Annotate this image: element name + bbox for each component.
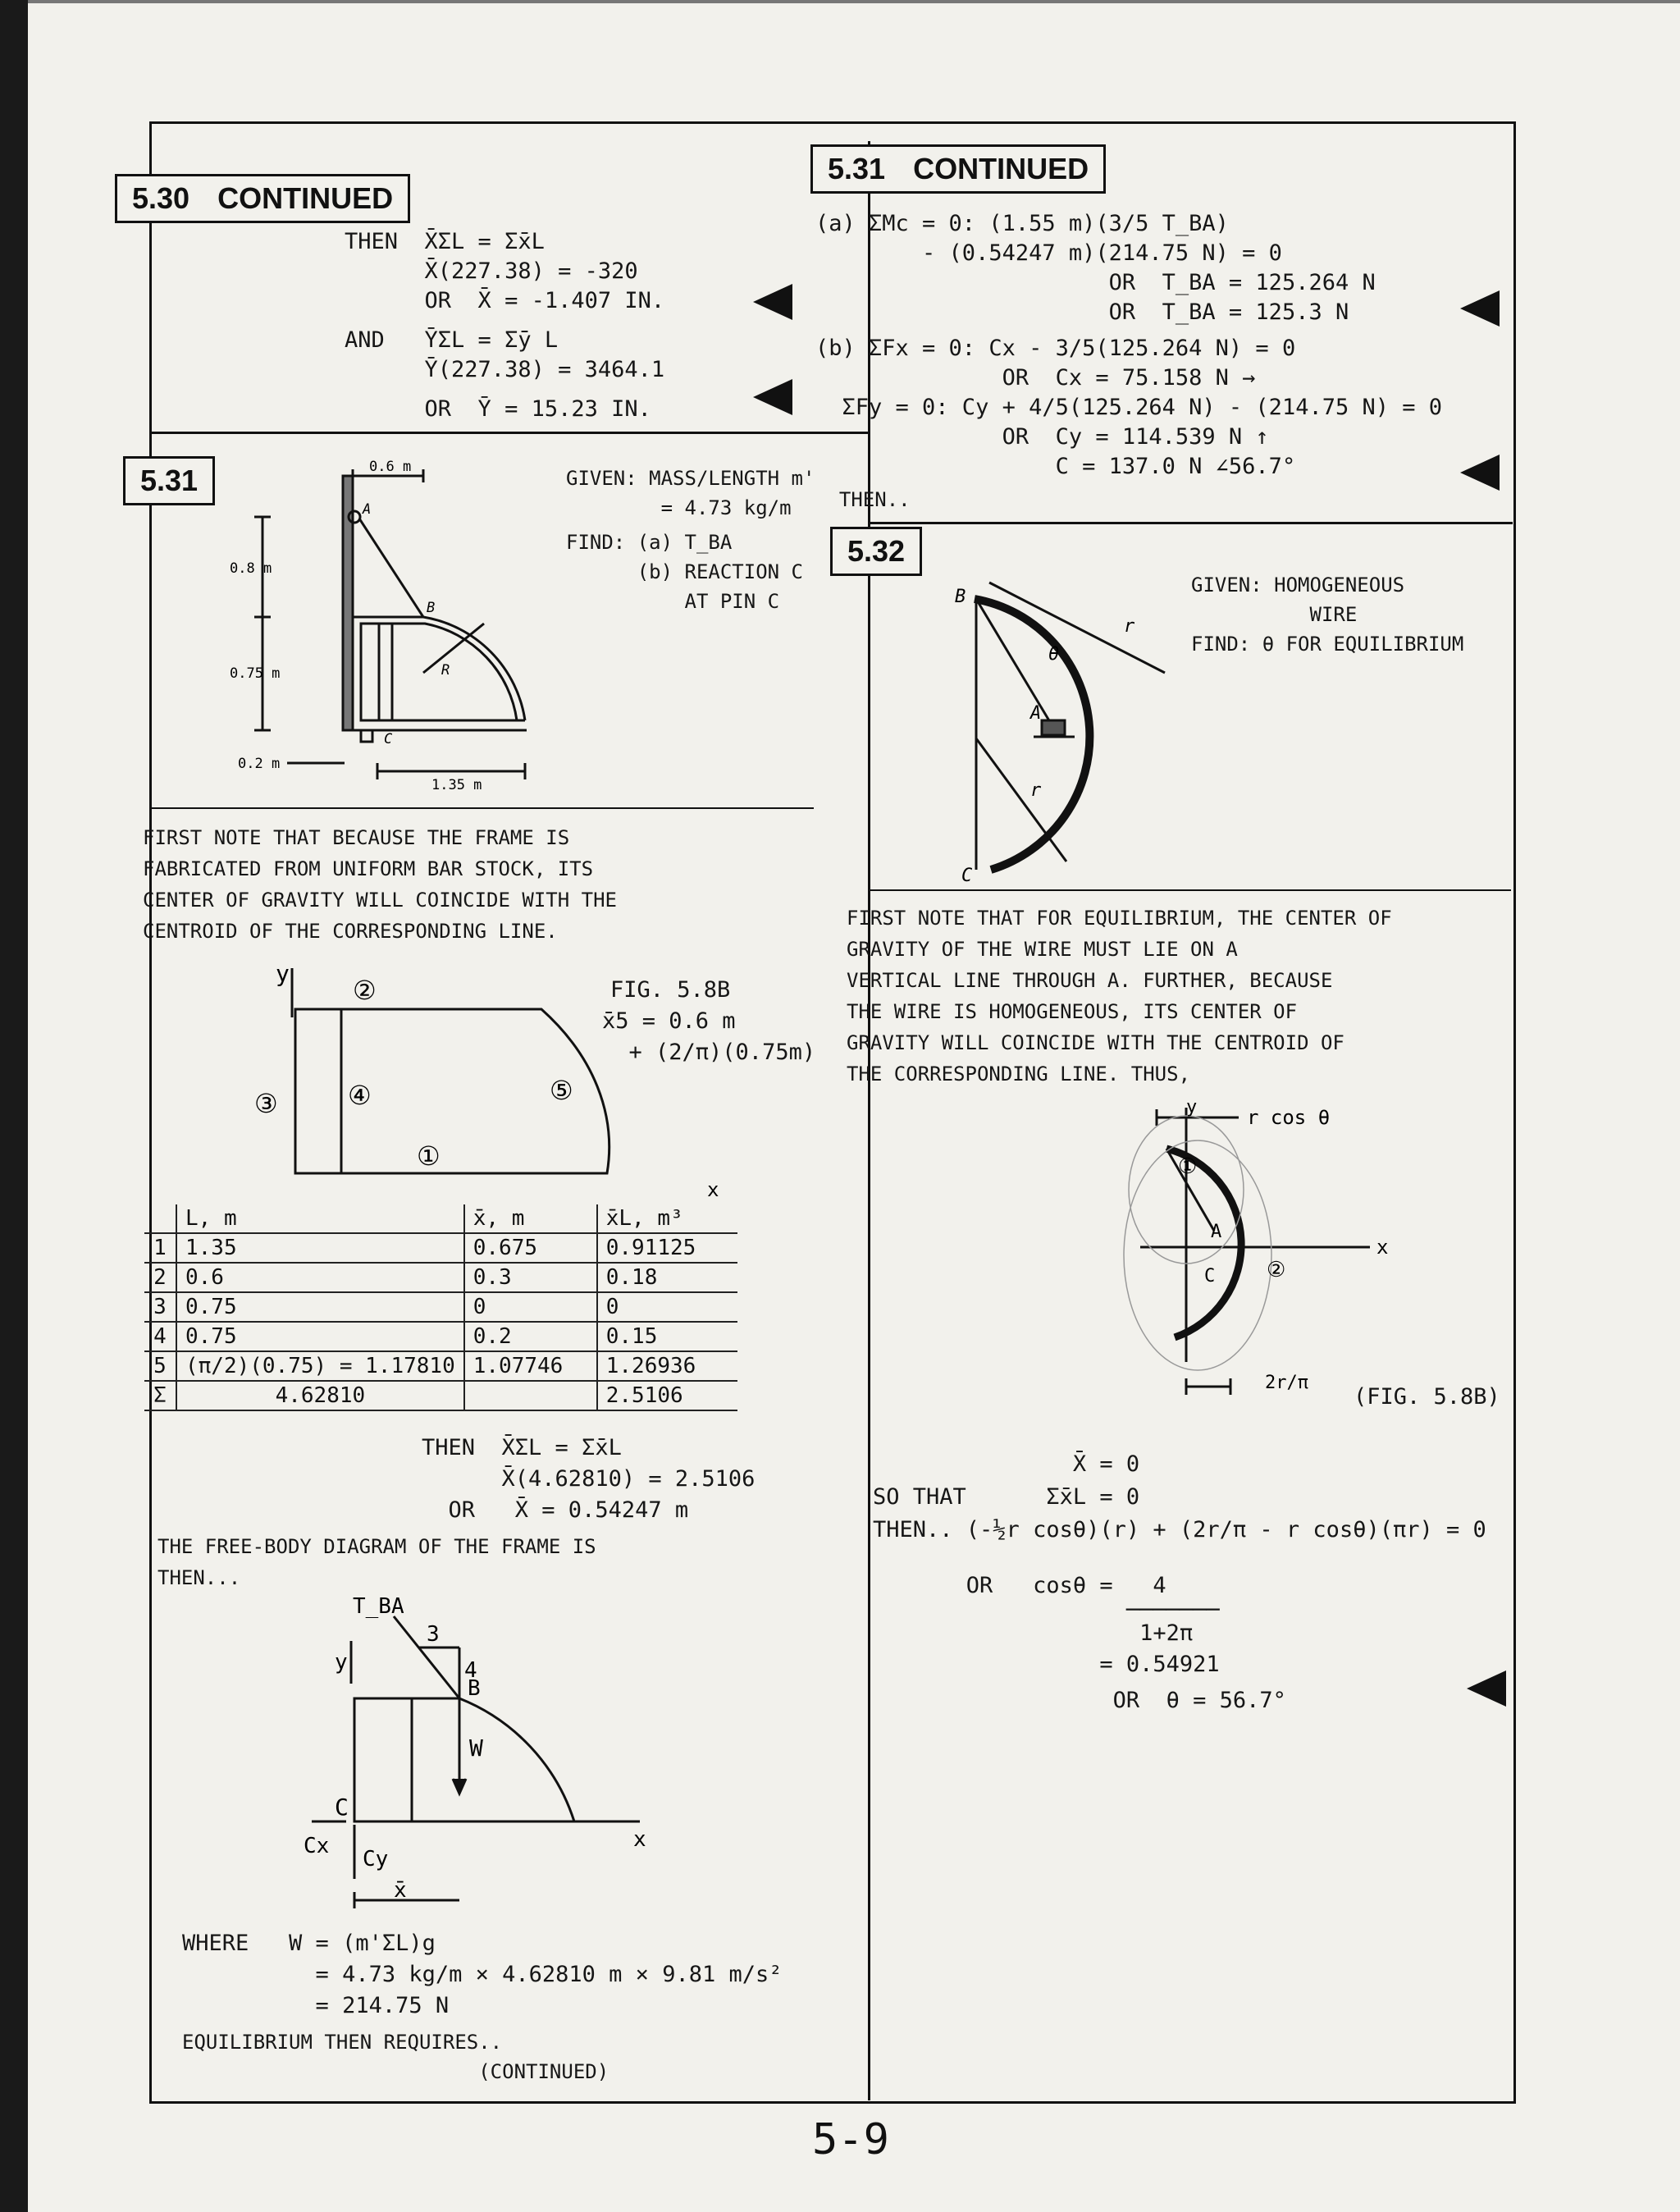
solve-line: THEN.. (-½r cosθ)(r) + (2r/π - r cosθ)(πr) = 0 <box>873 1517 1486 1542</box>
then-line: OR X̄ = 0.54247 m <box>422 1497 689 1523</box>
segment-5: ⑤ <box>550 1075 573 1106</box>
segment-2: ② <box>1267 1258 1286 1282</box>
p530-line: X̄(227.38) = -320 <box>345 258 638 284</box>
label-cx: Cx <box>304 1834 330 1858</box>
note-line: GRAVITY OF THE WIRE MUST LIE ON A <box>847 938 1238 961</box>
header-number: 5.31 <box>140 464 199 497</box>
label-c2: C <box>1204 1266 1216 1287</box>
fbd-intro-line: THE FREE-BODY DIAGRAM OF THE FRAME IS <box>158 1535 596 1558</box>
label-rcos: r cos θ <box>1247 1106 1331 1129</box>
header-5-32 <box>830 527 922 576</box>
fig-note-line: + (2/π)(0.75m) <box>602 1040 816 1065</box>
binder-edge <box>0 0 28 2212</box>
segment-4: ④ <box>348 1080 372 1111</box>
answer-arrow-icon <box>753 379 792 415</box>
solve-line: X̄ = 0 <box>873 1451 1140 1477</box>
header-cell: L, m <box>176 1204 464 1233</box>
segment-1: ① <box>1178 1154 1198 1179</box>
axis-y: y <box>276 960 290 987</box>
label-a: A <box>1211 1222 1222 1242</box>
note-line: CENTROID OF THE CORRESPONDING LINE. <box>143 920 558 943</box>
solve-line: ─────── <box>873 1597 1220 1623</box>
wire-angle-theta: θ <box>1048 644 1060 665</box>
label-x: x <box>633 1827 646 1852</box>
given-line: GIVEN: HOMOGENEOUS <box>1191 574 1405 596</box>
p530-line: OR Ȳ = 15.23 IN. <box>345 396 651 422</box>
given-line: (b) REACTION C <box>566 560 803 583</box>
header-word: CONTINUED <box>913 152 1089 185</box>
answer-arrow-icon <box>1467 1670 1506 1707</box>
continued-note: (CONTINUED) <box>182 2060 609 2083</box>
note-line: FIRST NOTE THAT BECAUSE THE FRAME IS <box>143 826 570 849</box>
solve-line: 1+2π <box>873 1620 1194 1646</box>
answer-arrow-icon <box>1460 290 1500 327</box>
solve-line: OR cosθ = 4 <box>873 1573 1166 1598</box>
given-line: GIVEN: MASS/LENGTH m' <box>566 467 815 490</box>
note-line: THE CORRESPONDING LINE. THUS, <box>847 1063 1191 1085</box>
page-number: 5-9 <box>812 2115 889 2164</box>
dim-0-6: 0.6 m <box>369 459 412 475</box>
divider-530 <box>149 432 870 434</box>
p530-line: AND ȲΣL = Σȳ L <box>345 327 559 353</box>
label-three: 3 <box>427 1622 440 1647</box>
note-line: VERTICAL LINE THROUGH A. FURTHER, BECAUSE <box>847 969 1333 992</box>
header-word: CONTINUED <box>217 181 394 215</box>
centroid-table <box>144 1204 737 1411</box>
note-line: THE WIRE IS HOMOGENEOUS, ITS CENTER OF <box>847 1000 1298 1023</box>
point-a: A <box>363 501 372 518</box>
where-line: = 4.73 kg/m × 4.62810 m × 9.81 m/s² <box>182 1962 783 1987</box>
fig-note-line: FIG. 5.8B <box>610 977 731 1003</box>
solve-line: = 0.54921 <box>873 1652 1220 1677</box>
header-5-31 <box>123 456 215 505</box>
answer-arrow-icon <box>753 284 792 320</box>
table-row: 1 1.35 0.675 0.91125 <box>144 1233 737 1263</box>
top-edge <box>28 0 1680 3</box>
p531c-line: (a) ΣMc = 0: (1.55 m)(3/5 T_BA) <box>815 211 1229 236</box>
wire-centroid-figure <box>1107 1091 1460 1419</box>
header-number: 5.31 <box>828 152 886 185</box>
label-y: y <box>335 1650 348 1675</box>
table-sum-row: Σ 4.62810 2.5106 <box>144 1381 737 1410</box>
where-line: WHERE W = (m'ΣL)g <box>182 1931 436 1956</box>
dim-0-8: 0.8 m <box>230 560 272 577</box>
divider-532-figure <box>870 889 1511 891</box>
fbd-intro-line: THEN... <box>158 1566 241 1589</box>
wire-point-c: C <box>961 866 973 886</box>
wire-radius-r: r <box>1030 780 1042 801</box>
given-line: WIRE <box>1191 603 1358 626</box>
label-tba: T_BA <box>353 1594 404 1619</box>
note-line: GRAVITY WILL COINCIDE WITH THE CENTROID OF <box>847 1031 1344 1054</box>
label-c: C <box>335 1794 349 1821</box>
then-line: THEN X̄ΣL = Σx̄L <box>422 1435 622 1460</box>
label-cy: Cy <box>363 1847 389 1872</box>
dim-1-35: 1.35 m <box>431 777 482 793</box>
given-line: FIND: (a) T_BA <box>566 531 733 554</box>
label-2r-pi: 2r/π <box>1265 1373 1308 1393</box>
wall-support <box>343 476 353 730</box>
table-row: 5 (π/2)(0.75) = 1.17810 1.07746 1.26936 <box>144 1351 737 1381</box>
label-xbar: x̄ <box>394 1878 407 1903</box>
p530-line: OR X̄ = -1.407 IN. <box>345 288 665 313</box>
label-x: x <box>1376 1236 1389 1259</box>
p531c-line: OR T_BA = 125.264 N <box>815 270 1376 295</box>
free-body-diagram <box>304 1592 681 1920</box>
divider-531-figure <box>149 807 814 809</box>
point-c: C <box>384 731 393 747</box>
header-cell: x̄, m <box>464 1204 597 1233</box>
p531c-line: OR Cy = 114.539 N ↑ <box>815 424 1269 450</box>
table-header-row <box>144 1204 737 1233</box>
header-5-31-continued <box>810 144 1106 194</box>
header-5-30 <box>115 174 410 223</box>
table-row: 2 0.6 0.3 0.18 <box>144 1263 737 1292</box>
where-line: EQUILIBRIUM THEN REQUIRES.. <box>182 2031 503 2054</box>
note-line: FIRST NOTE THAT FOR EQUILIBRIUM, THE CENTER OF <box>847 907 1392 930</box>
given-line: = 4.73 kg/m <box>566 496 792 519</box>
label-b: B <box>468 1676 481 1701</box>
table-row: 3 0.75 0 0 <box>144 1292 737 1322</box>
wire-radius-r: r <box>1124 616 1135 637</box>
fig-reference: (FIG. 5.8B) <box>1354 1384 1500 1410</box>
axis-x: x <box>707 1178 719 1201</box>
note-line: FABRICATED FROM UNIFORM BAR STOCK, ITS <box>143 857 594 880</box>
given-line: FIND: θ FOR EQUILIBRIUM <box>1191 633 1464 656</box>
dim-0-2: 0.2 m <box>238 756 281 772</box>
p531c-line: OR T_BA = 125.3 N <box>815 299 1349 325</box>
header-number: 5.32 <box>847 534 906 568</box>
frame-diagram <box>230 459 558 796</box>
wire-point-b: B <box>955 587 966 607</box>
p531c-line: C = 137.0 N ∠56.7° <box>815 454 1296 479</box>
wire-diagram <box>952 574 1222 886</box>
wire-point-a: A <box>1030 703 1042 724</box>
label-w: W <box>469 1734 483 1762</box>
divider-531c <box>868 522 1513 524</box>
header-number: 5.30 <box>132 181 190 215</box>
p531c-line: ΣFy = 0: Cy + 4/5(125.264 N) - (214.75 N) = 0 <box>815 395 1443 420</box>
label-y: y <box>1186 1097 1198 1117</box>
table-row: 4 0.75 0.2 0.15 <box>144 1322 737 1351</box>
point-b: B <box>427 600 436 616</box>
solve-line: SO THAT Σx̄L = 0 <box>873 1484 1140 1510</box>
given-line: AT PIN C <box>566 590 780 613</box>
solve-line: OR θ = 56.7° <box>873 1688 1286 1713</box>
header-cell: x̄L, m³ <box>597 1204 737 1233</box>
segment-2: ② <box>353 975 377 1006</box>
p531c-line: OR Cx = 75.158 N → <box>815 365 1256 391</box>
answer-arrow-icon <box>1460 455 1500 491</box>
fig-note-line: x̄5 = 0.6 m <box>602 1008 736 1034</box>
dim-0-75: 0.75 m <box>230 665 281 682</box>
p530-line: THEN X̄ΣL = Σx̄L <box>345 229 545 254</box>
segment-3: ③ <box>254 1088 278 1119</box>
where-line: = 214.75 N <box>182 1993 450 2018</box>
then-line: X̄(4.62810) = 2.5106 <box>422 1466 756 1492</box>
p531c-line: - (0.54247 m)(214.75 N) = 0 <box>815 240 1282 266</box>
segment-1: ① <box>417 1140 441 1172</box>
note-line: CENTER OF GRAVITY WILL COINCIDE WITH THE <box>143 889 617 912</box>
p530-line: Ȳ(227.38) = 3464.1 <box>345 357 665 382</box>
label-four: 4 <box>464 1658 477 1683</box>
p531c-line: THEN.. <box>815 488 911 511</box>
p531c-line: (b) ΣFx = 0: Cx - 3/5(125.264 N) = 0 <box>815 336 1296 361</box>
radius-r: R <box>441 662 450 679</box>
